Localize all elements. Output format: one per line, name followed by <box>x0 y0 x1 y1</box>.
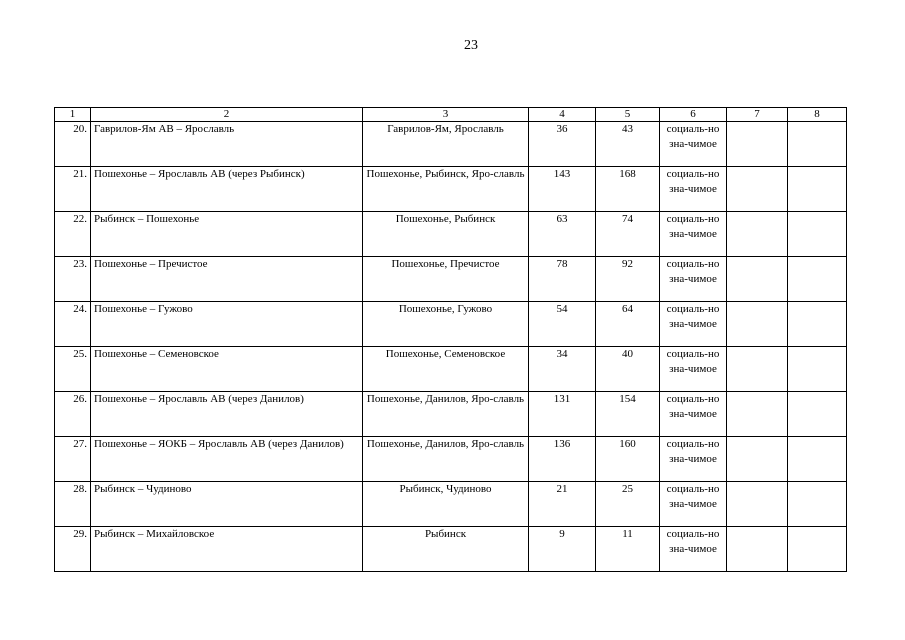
route-type: социаль-но зна-чимое <box>660 212 727 257</box>
value-col8 <box>788 212 847 257</box>
route-stops: Пошехонье, Рыбинск, Яро-славль <box>363 167 529 212</box>
value-col7 <box>727 212 788 257</box>
route-type: социаль-но зна-чимое <box>660 122 727 167</box>
value-col7 <box>727 167 788 212</box>
value-col8 <box>788 392 847 437</box>
route-stops: Пошехонье, Данилов, Яро-славль <box>363 437 529 482</box>
row-number: 21. <box>55 167 91 212</box>
route-type: социаль-но зна-чимое <box>660 437 727 482</box>
value-col7 <box>727 437 788 482</box>
route-stops: Пошехонье, Данилов, Яро-славль <box>363 392 529 437</box>
header-cell-7: 7 <box>727 108 788 122</box>
value-col4: 34 <box>529 347 596 392</box>
row-number: 20. <box>55 122 91 167</box>
table-row <box>55 122 847 167</box>
header-row <box>55 108 847 122</box>
value-col8 <box>788 527 847 572</box>
value-col8 <box>788 482 847 527</box>
table-row <box>55 347 847 392</box>
route-name: Пошехонье – Семеновское <box>91 347 363 392</box>
header-cell-2: 2 <box>91 108 363 122</box>
value-col8 <box>788 437 847 482</box>
value-col5: 168 <box>596 167 660 212</box>
value-col7 <box>727 392 788 437</box>
table-body <box>55 122 847 572</box>
route-stops: Пошехонье, Семеновское <box>363 347 529 392</box>
table-row <box>55 392 847 437</box>
header-cell-5: 5 <box>596 108 660 122</box>
route-name: Пошехонье – Гужово <box>91 302 363 347</box>
route-name: Пошехонье – Ярославль АВ (через Рыбинск) <box>91 167 363 212</box>
route-type: социаль-но зна-чимое <box>660 347 727 392</box>
route-type: социаль-но зна-чимое <box>660 527 727 572</box>
table-row <box>55 527 847 572</box>
value-col7 <box>727 347 788 392</box>
route-type: социаль-но зна-чимое <box>660 392 727 437</box>
value-col5: 92 <box>596 257 660 302</box>
value-col5: 40 <box>596 347 660 392</box>
value-col4: 143 <box>529 167 596 212</box>
row-number: 29. <box>55 527 91 572</box>
row-number: 27. <box>55 437 91 482</box>
value-col8 <box>788 257 847 302</box>
value-col7 <box>727 257 788 302</box>
value-col8 <box>788 347 847 392</box>
route-name: Гаврилов-Ям АВ – Ярославль <box>91 122 363 167</box>
row-number: 26. <box>55 392 91 437</box>
route-name: Пошехонье – Ярославль АВ (через Данилов) <box>91 392 363 437</box>
table-row <box>55 212 847 257</box>
route-name: Пошехонье – Пречистое <box>91 257 363 302</box>
table-row <box>55 437 847 482</box>
value-col5: 64 <box>596 302 660 347</box>
value-col4: 9 <box>529 527 596 572</box>
value-col7 <box>727 527 788 572</box>
value-col4: 78 <box>529 257 596 302</box>
value-col5: 43 <box>596 122 660 167</box>
row-number: 23. <box>55 257 91 302</box>
header-cell-8: 8 <box>788 108 847 122</box>
header-cell-6: 6 <box>660 108 727 122</box>
route-name: Пошехонье – ЯОКБ – Ярославль АВ (через Данилов) <box>91 437 363 482</box>
route-type: социаль-но зна-чимое <box>660 302 727 347</box>
value-col4: 21 <box>529 482 596 527</box>
value-col4: 36 <box>529 122 596 167</box>
route-stops: Пошехонье, Гужово <box>363 302 529 347</box>
value-col5: 154 <box>596 392 660 437</box>
routes-table <box>54 107 847 572</box>
route-name: Рыбинск – Пошехонье <box>91 212 363 257</box>
row-number: 25. <box>55 347 91 392</box>
header-cell-4: 4 <box>529 108 596 122</box>
table-row <box>55 302 847 347</box>
row-number: 24. <box>55 302 91 347</box>
route-stops: Рыбинск, Чудиново <box>363 482 529 527</box>
row-number: 22. <box>55 212 91 257</box>
value-col4: 136 <box>529 437 596 482</box>
value-col7 <box>727 302 788 347</box>
value-col4: 63 <box>529 212 596 257</box>
value-col8 <box>788 122 847 167</box>
value-col5: 11 <box>596 527 660 572</box>
route-name: Рыбинск – Чудиново <box>91 482 363 527</box>
header-cell-3: 3 <box>363 108 529 122</box>
page-number: 23 <box>464 38 478 53</box>
header-cell-1: 1 <box>55 108 91 122</box>
table-row <box>55 167 847 212</box>
value-col5: 74 <box>596 212 660 257</box>
table-row <box>55 257 847 302</box>
table-row <box>55 482 847 527</box>
value-col8 <box>788 302 847 347</box>
value-col5: 25 <box>596 482 660 527</box>
row-number: 28. <box>55 482 91 527</box>
value-col8 <box>788 167 847 212</box>
value-col7 <box>727 122 788 167</box>
route-stops: Гаврилов-Ям, Ярославль <box>363 122 529 167</box>
route-type: социаль-но зна-чимое <box>660 167 727 212</box>
route-stops: Пошехонье, Рыбинск <box>363 212 529 257</box>
value-col5: 160 <box>596 437 660 482</box>
route-stops: Рыбинск <box>363 527 529 572</box>
value-col4: 131 <box>529 392 596 437</box>
route-name: Рыбинск – Михайловское <box>91 527 363 572</box>
route-type: социаль-но зна-чимое <box>660 482 727 527</box>
table-header <box>55 108 847 122</box>
route-stops: Пошехонье, Пречистое <box>363 257 529 302</box>
value-col7 <box>727 482 788 527</box>
route-type: социаль-но зна-чимое <box>660 257 727 302</box>
value-col4: 54 <box>529 302 596 347</box>
